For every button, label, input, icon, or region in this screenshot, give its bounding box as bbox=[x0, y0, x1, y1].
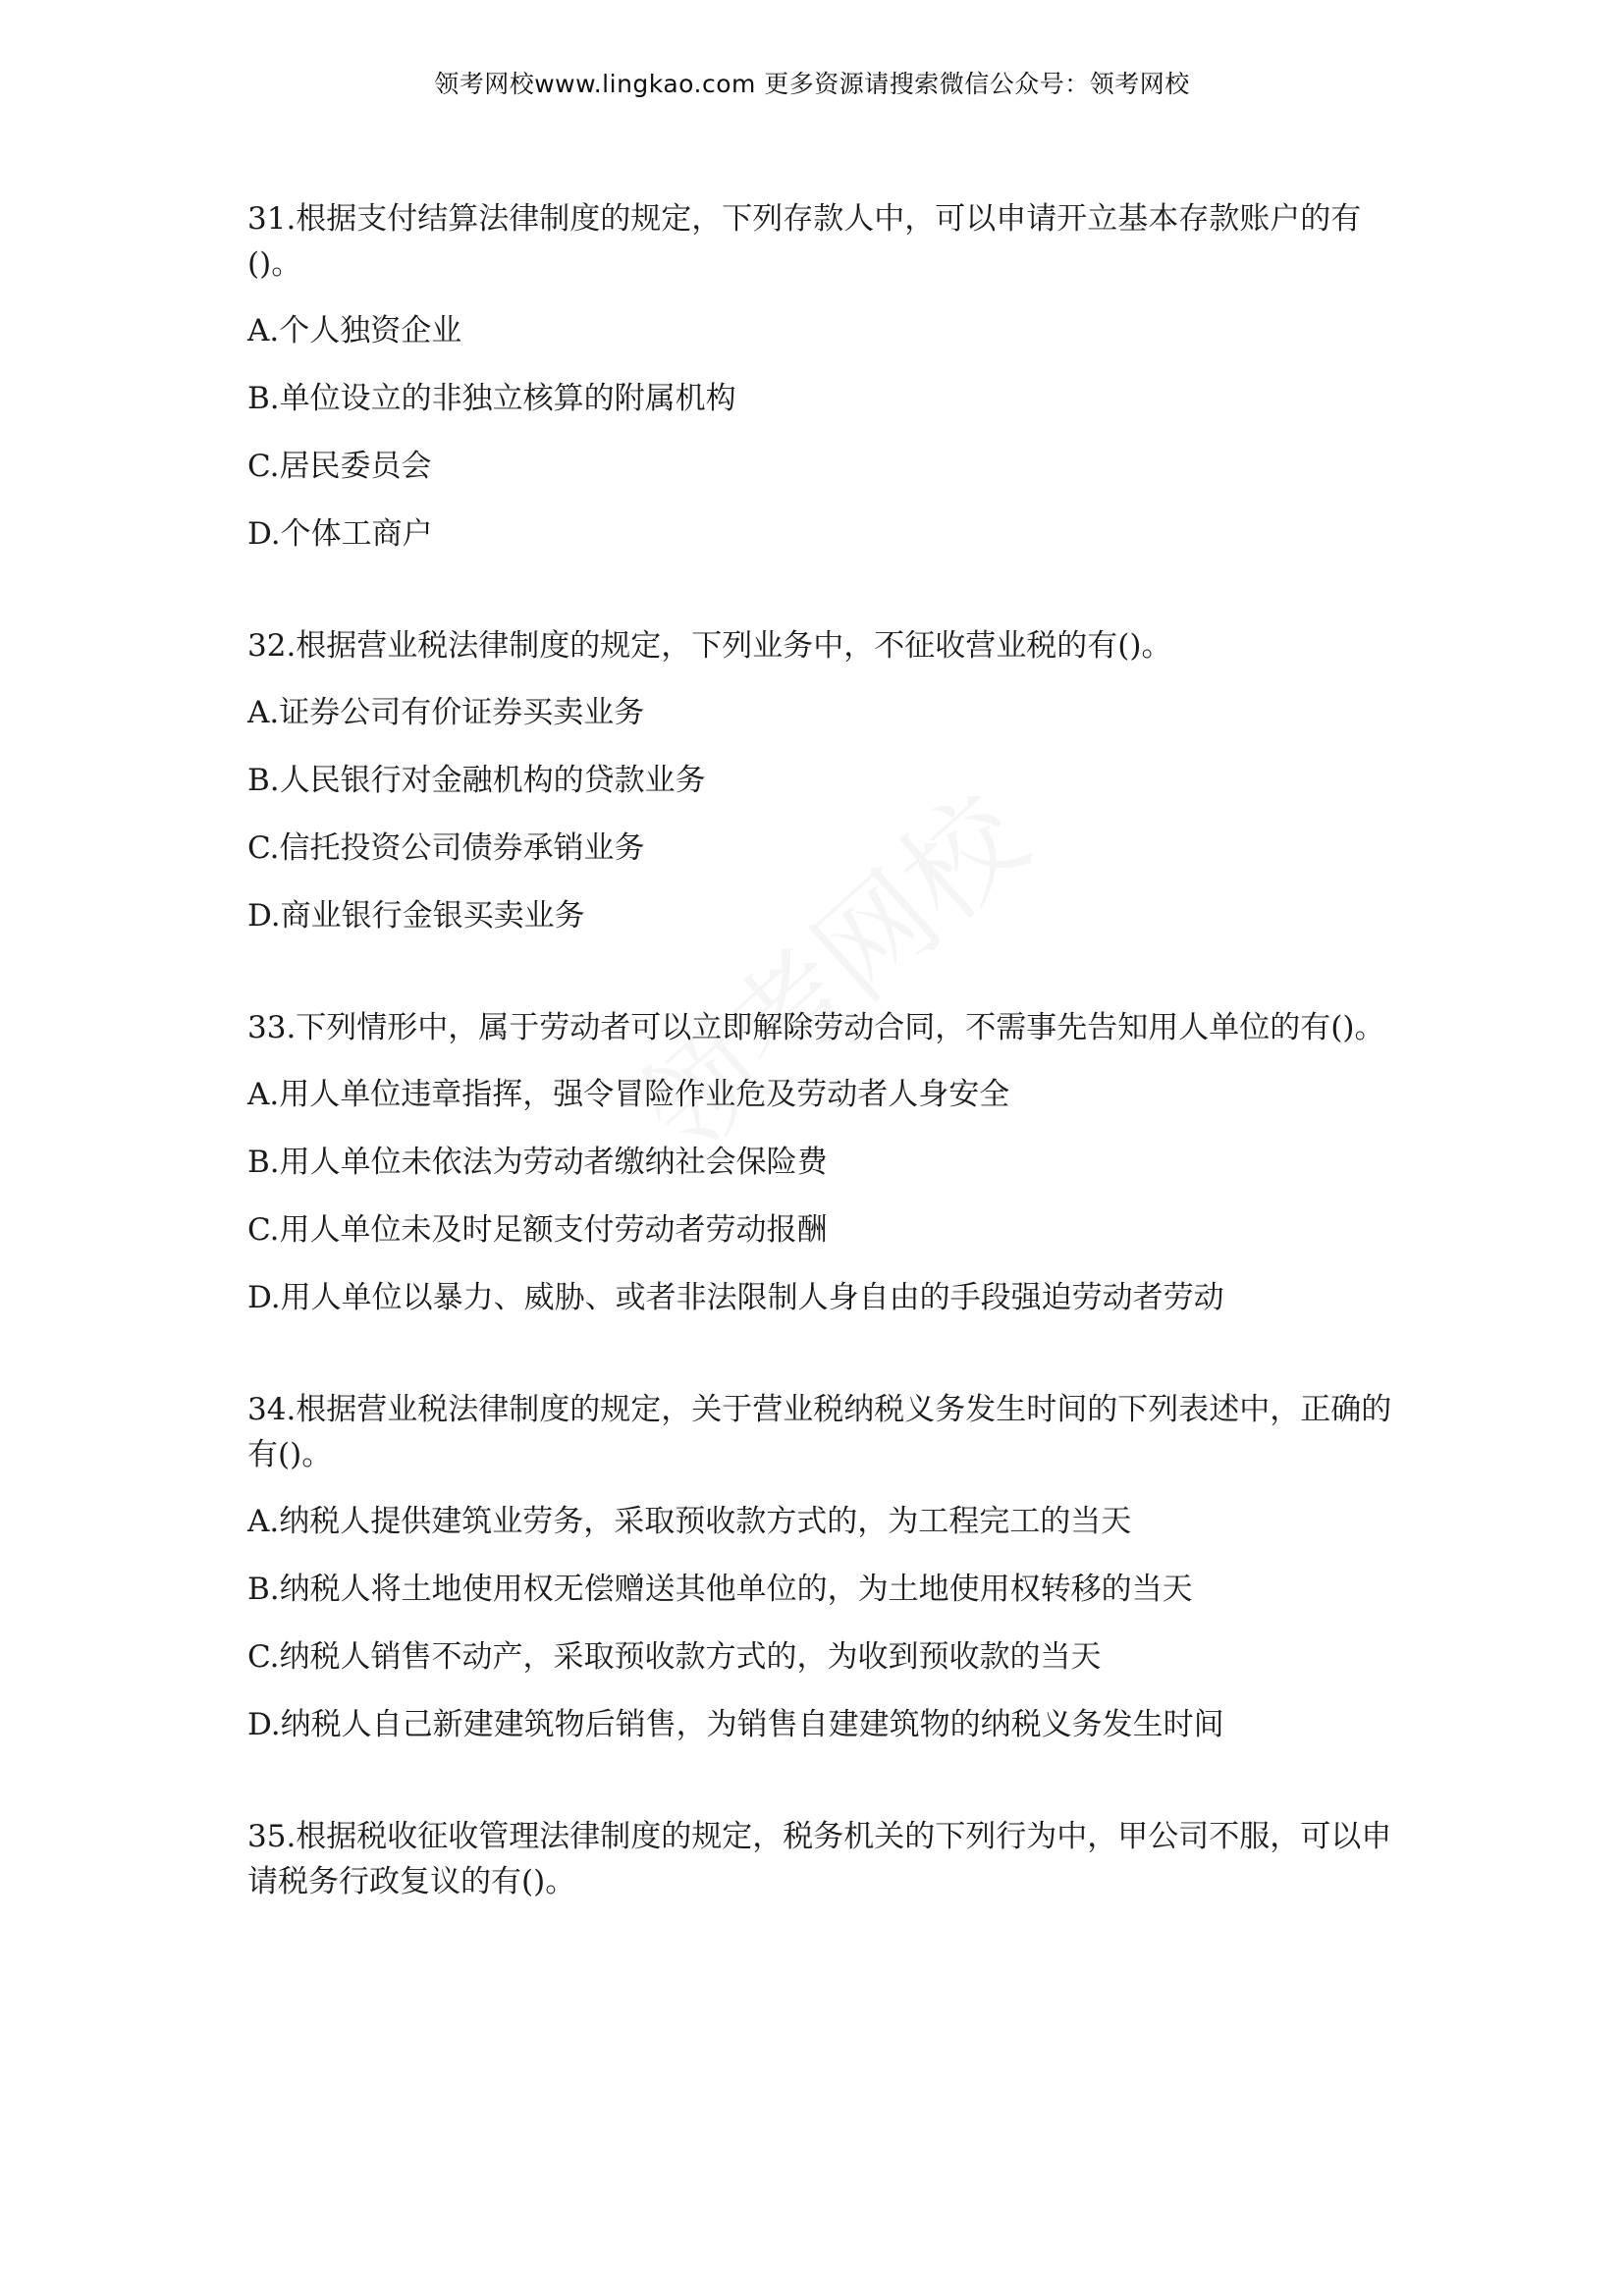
question-32 bbox=[247, 623, 1396, 938]
option-b: B.人民银行对金融机构的贷款业务 bbox=[247, 763, 706, 798]
option-d: D.个体工商户 bbox=[247, 516, 433, 552]
option-b: B.单位设立的非独立核算的附属机构 bbox=[247, 381, 736, 416]
option-c: C.用人单位未及时足额支付劳动者劳动报酬 bbox=[247, 1212, 828, 1248]
option-a: A.个人独资企业 bbox=[247, 313, 462, 348]
option-b: B.用人单位未依法为劳动者缴纳社会保险费 bbox=[247, 1145, 828, 1180]
question-33 bbox=[247, 1005, 1396, 1320]
question-34 bbox=[247, 1387, 1396, 1747]
question-stem: 35.根据税收征收管理法律制度的规定，税务机关的下列行为中，甲公司不服，可以申请税务行政复议的有()。 bbox=[247, 1819, 1392, 1899]
question-35 bbox=[247, 1814, 1396, 1904]
option-d: D.用人单位以暴力、威胁、或者非法限制人身自由的手段强迫劳动者劳动 bbox=[247, 1280, 1224, 1315]
option-c: C.居民委员会 bbox=[247, 449, 432, 484]
option-a: A.用人单位违章指挥，强令冒险作业危及劳动者人身安全 bbox=[247, 1077, 1010, 1112]
question-stem: 34.根据营业税法律制度的规定，关于营业税纳税义务发生时间的下列表述中，正确的有()。 bbox=[247, 1392, 1392, 1472]
page-header: 领考网校www.lingkao.com 更多资源请搜索微信公众号：领考网校 bbox=[434, 70, 1190, 98]
question-31 bbox=[247, 196, 1396, 557]
question-stem: 31.根据支付结算法律制度的规定，下列存款人中，可以申请开立基本存款账户的有()。 bbox=[247, 201, 1362, 282]
option-c: C.纳税人销售不动产，采取预收款方式的，为收到预收款的当天 bbox=[247, 1639, 1102, 1675]
option-a: A.纳税人提供建筑业劳务，采取预收款方式的，为工程完工的当天 bbox=[247, 1504, 1132, 1539]
option-a: A.证券公司有价证券买卖业务 bbox=[247, 695, 645, 730]
question-stem: 33.下列情形中，属于劳动者可以立即解除劳动合同，不需事先告知用人单位的有()。 bbox=[247, 1010, 1385, 1045]
option-d: D.商业银行金银买卖业务 bbox=[247, 898, 585, 934]
question-stem: 32.根据营业税法律制度的规定，下列业务中，不征收营业税的有()。 bbox=[247, 628, 1172, 664]
option-b: B.纳税人将土地使用权无偿赠送其他单位的，为土地使用权转移的当天 bbox=[247, 1572, 1193, 1607]
option-c: C.信托投资公司债券承销业务 bbox=[247, 830, 645, 866]
question-list bbox=[247, 196, 1396, 1971]
option-d: D.纳税人自己新建建筑物后销售，为销售自建建筑物的纳税义务发生时间 bbox=[247, 1707, 1224, 1742]
